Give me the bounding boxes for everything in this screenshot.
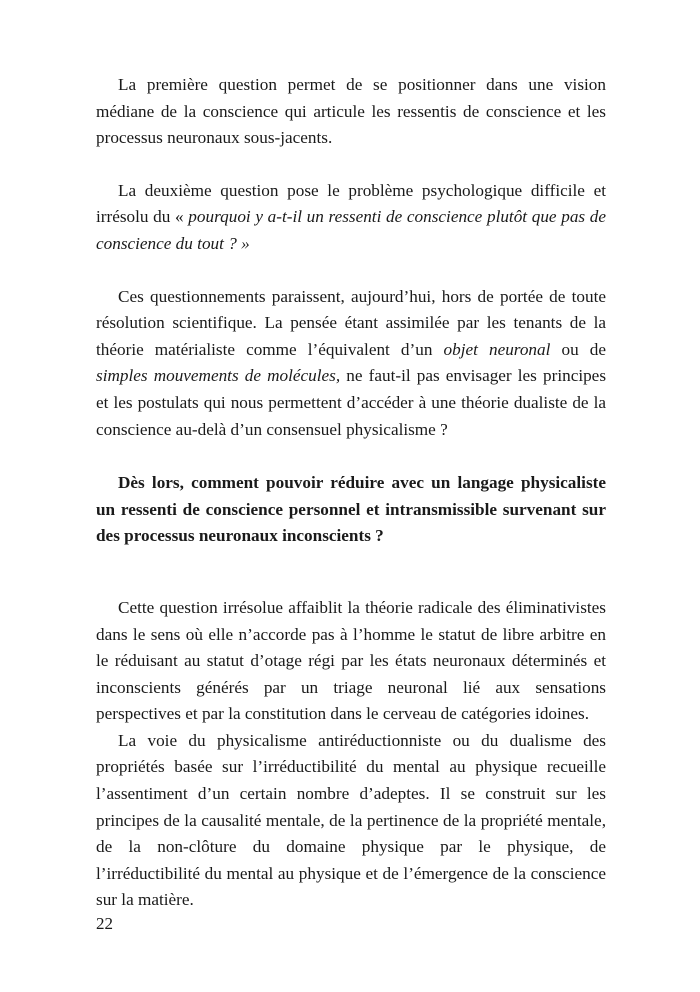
paragraph-text: Dès lors, comment pouvoir réduire avec un langage physicaliste un ressenti de conscience personnel et intransmissible survenant sur des processus neuronaux inconscients ? [96, 473, 606, 546]
paragraph-second-question [96, 178, 606, 258]
paragraph-questionings [96, 284, 606, 444]
page-number: 22 [96, 914, 113, 933]
paragraph-key-question [96, 470, 606, 550]
italic-term: simples mouvements de molécules, [96, 366, 341, 386]
paragraph-text: Cette question irrésolue affaiblit la théorie radicale des éliminativistes dans le sens où elle n’accorde pas à l’homme le statut de libre arbitre en le réduisant au statut d’otage régi par les états neuronaux déterminés et inconscients générés par un triage neuronal lié aux sensations perspectives et par la constitution dans le cerveau de catégories idoines. [96, 597, 606, 724]
page-body [96, 72, 606, 914]
paragraph-text: Ces questionnements paraissent, aujourd’hui, hors de portée de toute résolution scientifique. La pensée étant assimilée par les tenants de la théorie matérialiste comme l’équivalent d’un [96, 286, 606, 359]
paragraph-physicalism [96, 728, 606, 914]
paragraph-text: La première question permet de se positionner dans une vision médiane de la conscience qui articule les ressentis de conscience et les processus neuronaux sous-jacents. [96, 75, 606, 148]
paragraph-text: ou de [550, 339, 606, 359]
paragraph-text: La voie du physicalisme antiréductionniste ou du dualisme des propriétés basée sur l’irréductibilité du mental au physique recueille l’assentiment d’un certain nombre d’adeptes. Il se construit sur les principes de la causalité mentale, de la pertinence de la propriété mentale, de la non-clôture du domaine physique par le physique, de l’irréductibilité du mental au physique et de l’émergence de la conscience sur la matière. [96, 730, 606, 910]
paragraph-first-question [96, 72, 606, 152]
paragraph-text: ne faut-il pas envisager les principes et les postulats qui nous permettent d’accéder à une théorie dualiste de la conscience au-delà d’un consensuel physicalisme ? [96, 366, 607, 439]
italic-quote: pourquoi y a-t-il un ressenti de conscience plutôt que pas de conscience du tout ? » [96, 207, 606, 253]
paragraph-eliminativists [96, 595, 606, 728]
paragraph-text: La deuxième question pose le problème psychologique difficile et irrésolu du « [96, 180, 606, 227]
italic-term: objet neuronal [443, 339, 551, 359]
